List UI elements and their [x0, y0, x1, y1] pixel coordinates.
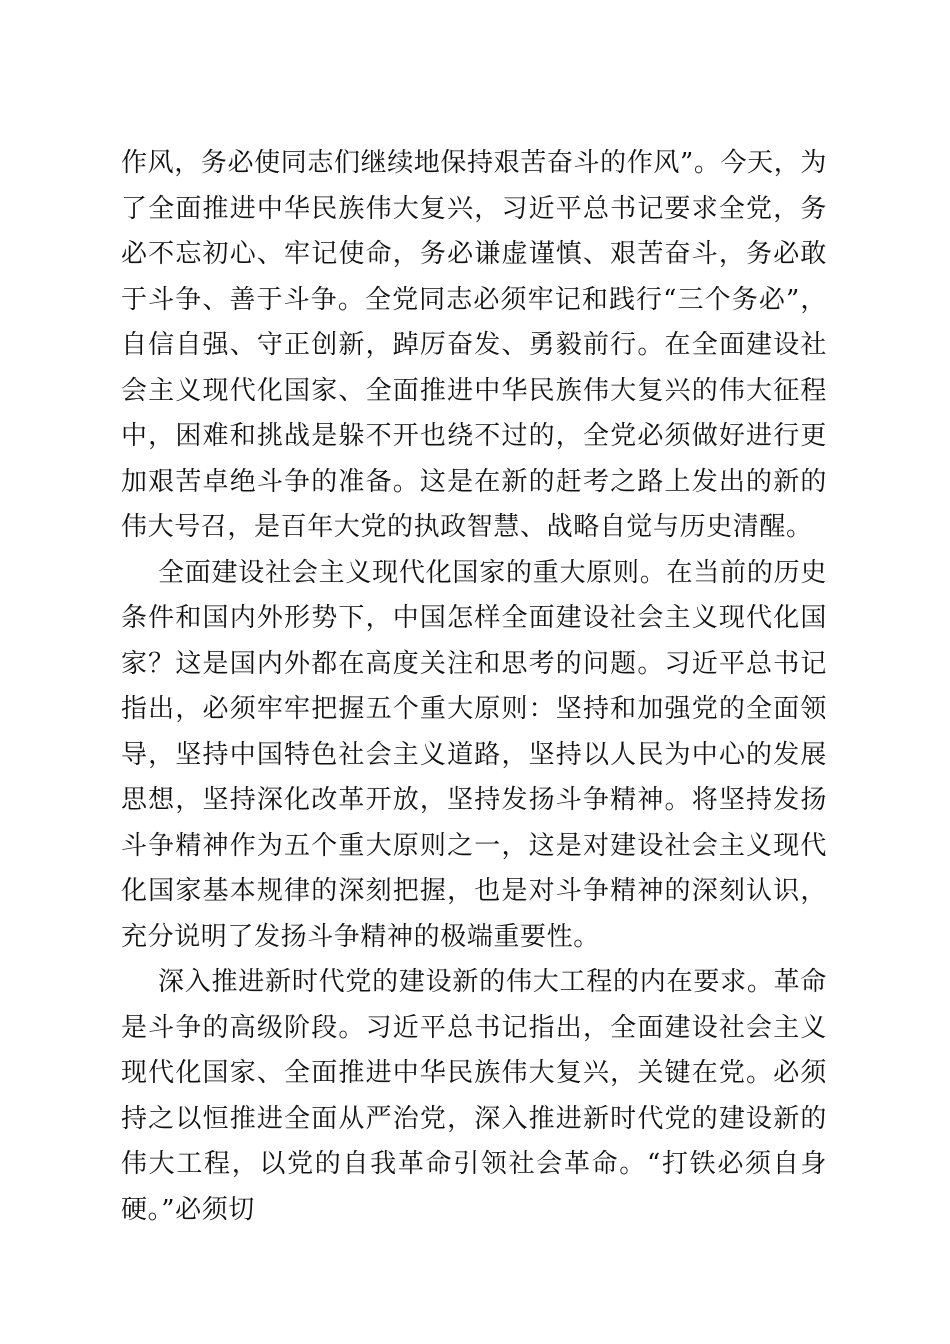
document-body [121, 141, 827, 1233]
paragraph-continuation: 作风，务必使同志们继续地保持艰苦奋斗的作风”。今天，为了全面推进中华民族伟大复兴，习近平总书记要求全党，务必不忘初心、牢记使命，务必谦虚谨慎、艰苦奋斗，务必敢于斗争、善于斗争。全党同志必须牢记和践行“三个务必”，自信自强、守正创新，踔厉奋发、勇毅前行。在全面建设社会主义现代化国家、全面推进中华民族伟大复兴的伟大征程中，困难和挑战是躲不开也绕不过的，全党必须做好进行更加艰苦卓绝斗争的准备。这是在新的赶考之路上发出的新的伟大号召，是百年大党的执政智慧、战略自觉与历史清醒。 [121, 148, 827, 542]
paragraph-party-building: 深入推进新时代党的建设新的伟大工程的内在要求。革命是斗争的高级阶段。习近平总书记指出，全面建设社会主义现代化国家、全面推进中华民族伟大复兴，关键在党。必须持之以恒推进全面从严治党，深入推进新时代党的建设新的伟大工程，以党的自我革命引领社会革命。“打铁必须自身硬。”必须切 [121, 967, 827, 1225]
paragraph-major-principles: 全面建设社会主义现代化国家的重大原则。在当前的历史条件和国内外形势下，中国怎样全面建设社会主义现代化国家？这是国内外都在高度关注和思考的问题。习近平总书记指出，必须牢牢把握五个重大原则：坚持和加强党的全面领导，坚持中国特色社会主义道路，坚持以人民为中心的发展思想，坚持深化改革开放，坚持发扬斗争精神。将坚持发扬斗争精神作为五个重大原则之一，这是对建设社会主义现代化国家基本规律的深刻把握，也是对斗争精神的深刻认识，充分说明了发扬斗争精神的极端重要性。 [121, 557, 827, 952]
